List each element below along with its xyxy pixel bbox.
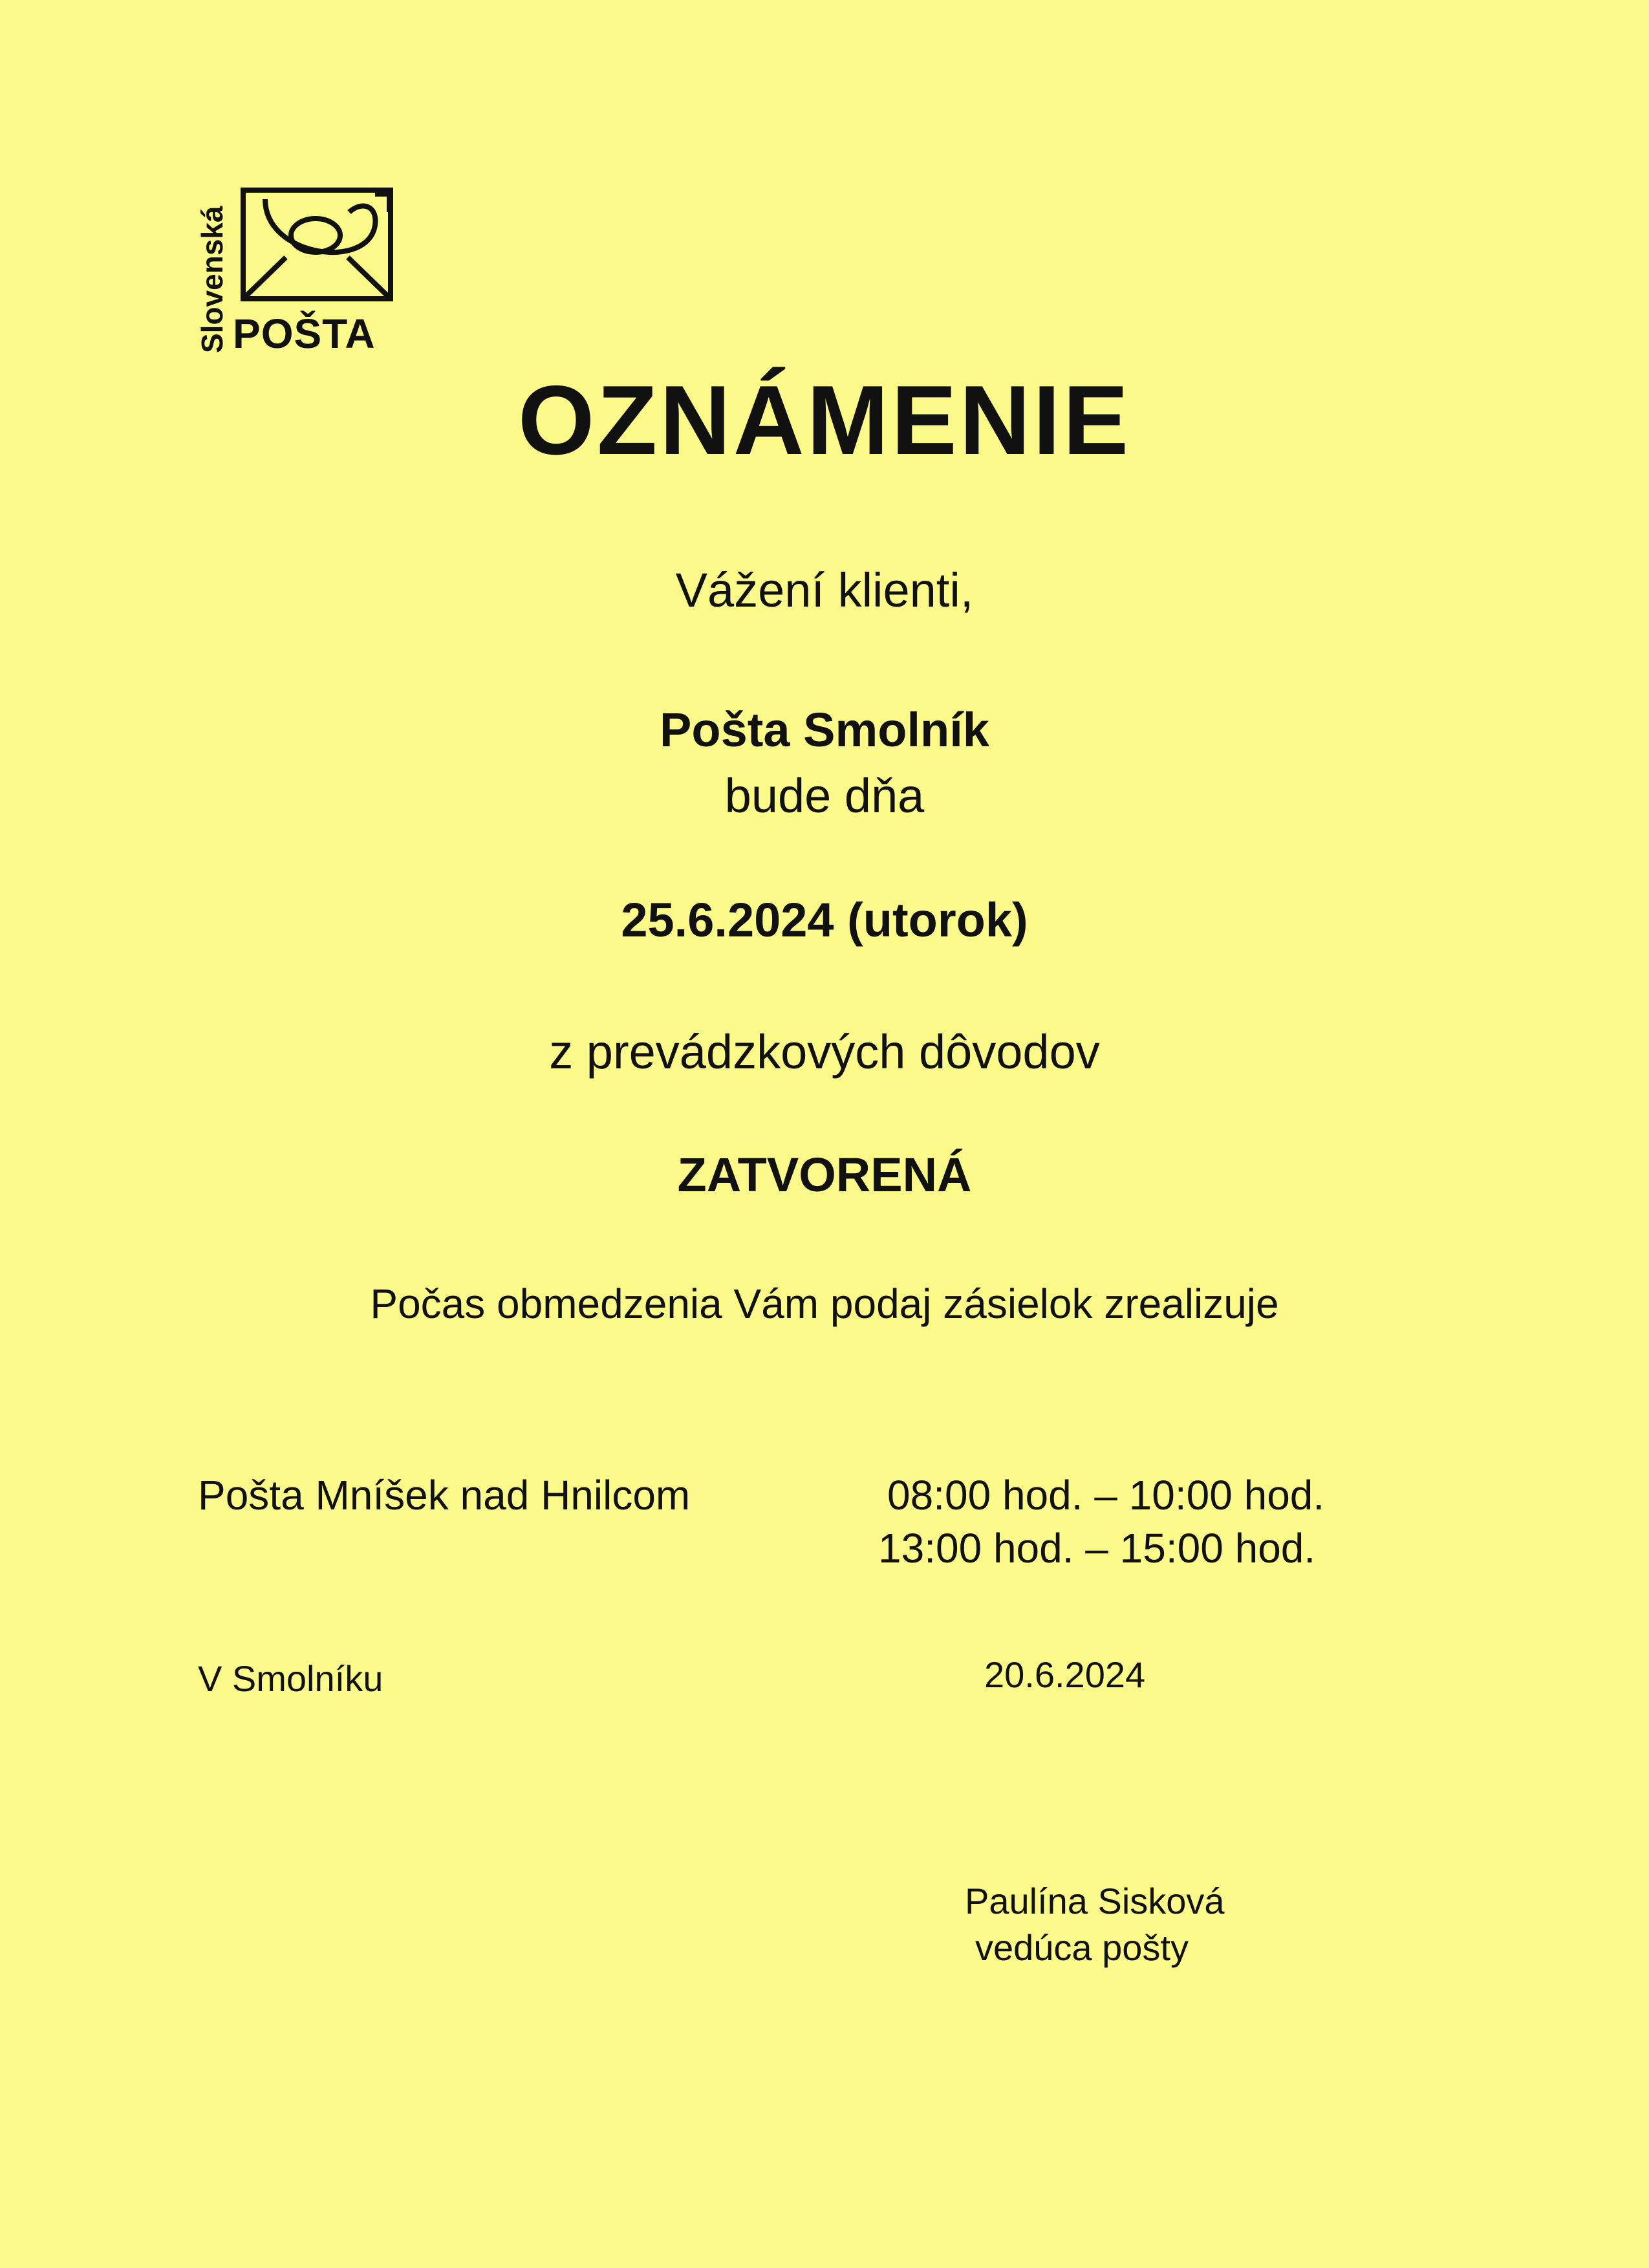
closure-date: 25.6.2024 (utorok)	[621, 893, 1028, 947]
logo-vertical-text: Slovenská	[195, 206, 229, 353]
place-text: V Smolníku	[198, 1658, 383, 1699]
status-text: ZATVORENÁ	[677, 1148, 972, 1202]
notice-title: OZNÁMENIE	[518, 365, 1131, 475]
logo-brand-text: POŠTA	[233, 310, 376, 357]
alternative-office: Pošta Mníšek nad Hnilcom	[198, 1472, 691, 1518]
greeting: Vážení klienti,	[675, 563, 974, 617]
hours-line-2: 13:00 hod. – 15:00 hod.	[878, 1525, 1316, 1571]
alternative-intro: Počas obmedzenia Vám podaj zásielok zrealizuje	[370, 1280, 1279, 1327]
reason-text: z prevádzkových dôvodov	[549, 1025, 1100, 1079]
hours-line-1: 08:00 hod. – 10:00 hod.	[887, 1472, 1325, 1518]
posthorn-envelope-icon	[239, 186, 394, 303]
issue-date: 20.6.2024	[984, 1654, 1146, 1695]
will-be-text: bude dňa	[724, 769, 925, 823]
signatory-name: Paulína Sisková	[965, 1881, 1225, 1921]
slovenska-posta-logo	[193, 186, 406, 361]
signatory-role: vedúca pošty	[975, 1927, 1189, 1968]
office-name: Pošta Smolník	[660, 703, 989, 757]
